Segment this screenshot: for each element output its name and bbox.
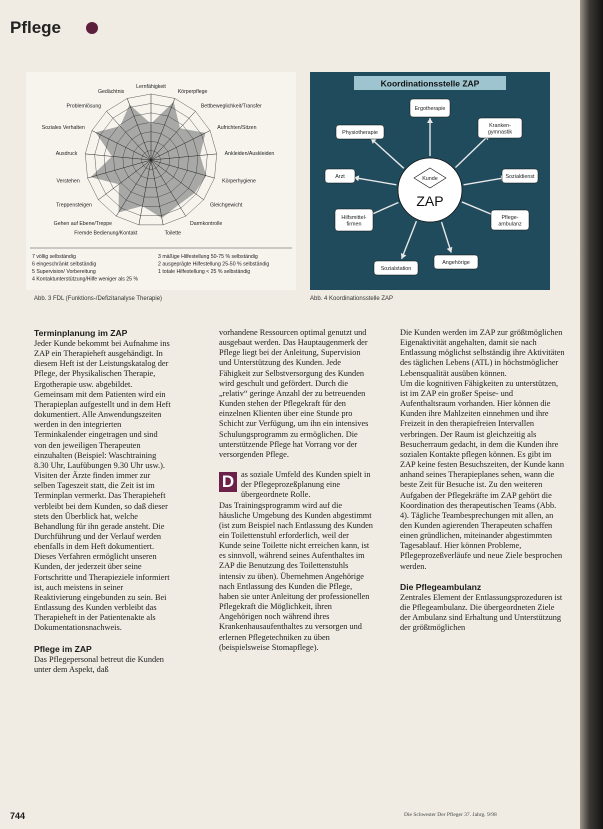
spacer <box>400 572 565 582</box>
node-label: Sozialdienst <box>505 174 535 180</box>
node-label: firmen <box>346 221 362 228</box>
node-label: Sozialstation <box>380 266 412 272</box>
legend-item: 6 eingeschränkt selbständig <box>32 261 97 268</box>
section-heading: Pflege im ZAP <box>34 643 92 654</box>
paragraph: Die Kunden werden im ZAP zur größtmöglichen Eigenaktivität angehalten, damit sie nach Entlassung möglichst selbständig ihre Aktivitäten des täglichen Lebens (ATL) in höchstmöglicher Lebensqualität ausüben können. <box>400 328 565 378</box>
radar-axis-label: Ankleiden/Auskleiden <box>224 151 275 158</box>
legend-item: 4 Kontaktunterstützung/Hilfe weniger als 25 % <box>32 276 139 283</box>
section-heading: Die Pflegeambulanz <box>400 581 482 592</box>
zap-center-circle <box>398 158 462 222</box>
paragraph: Um die kognitiven Fähigkeiten zu unterstützen, ist im ZAP ein großer Speise- und Aufenthaltsraum vorhanden. Hier können die Kunden ihre Mahlzeiten einnehmen und ihre Freizeit in den therapiefreien Intervallen verbringen. Der Raum ist gleichzeitig als Besucherraum gedacht, in dem die Kunden ihre sozialen Kontakte pflegen können. Es gibt im ZAP keine festen Besuchszeiten, der Kunde kann anhand seines Therapieplanes sehen, wann die beste Zeit für Besuche ist. Zu den weiteren Aufgaben der Pflegekräfte im ZAP gehört die Koordination des therapeutischen Teams (Abb. 4). Tägliche Teambesprechungen mit allen, an den Kunden agierenden Therapeuten schaffen einen gründlichen, miteinander abgestimmten Tagesablauf. Hier können Probleme, Pflegeprozeßverläufe und neue Ziele besprochen werden. <box>400 378 564 571</box>
figure-zap-diagram <box>310 72 550 290</box>
book-spine <box>580 0 603 829</box>
radar-axis-label: Ausdruck <box>55 151 78 158</box>
paragraph: Das Pflegepersonal betreut die Kunden unter dem Aspekt, daß <box>34 654 164 674</box>
bullet-icon <box>86 22 98 34</box>
node-label: gymnastik <box>487 129 513 136</box>
text-column-3 <box>400 328 565 633</box>
radar-axis-label: Problemlösung <box>66 103 102 110</box>
node-label: ambulanz <box>498 221 522 228</box>
figure1-caption: Abb. 3 FDL (Funktions-/Defizitanalyse Therapie) <box>34 296 163 302</box>
radar-axis-label: Körperpflege <box>177 88 208 95</box>
radar-axis-label: Aufrichten/Sitzen <box>217 125 257 132</box>
node-label: Angehörige <box>442 260 470 266</box>
spacer <box>219 460 373 470</box>
page-number: 744 <box>10 811 26 821</box>
radar-axis-label: Fremde Bedienung/Kontakt <box>74 230 138 237</box>
radar-axis-label: Gedächtnis <box>98 88 125 95</box>
paragraph: Jeder Kunde bekommt bei Aufnahme ins ZAP ein Therapieheft ausgehändigt. In diesem Heft ist der Leistungskatalog der Pflege, der Physikalischen Therapie, Ergotherapie usw. abgebildet. Gemeinsam mit dem Patienten wird ein Therapieplan aufgestellt und in dem Heft dokumentiert. Alle Anwendungszeiten werden in den integrierten Terminkalender eingetragen und sind von den jeweiligen Therapeuten einzuhalten (Beispiel: Waschtraining 8.30 Uhr, Laufübungen 9.30 Uhr usw.). Visiten der Ärzte finden immer zur selben Tageszeit statt, die Zeit ist im Terminplan vermerkt. Das Therapieheft verbleibt bei dem Kunden, so daß dieser stets den Überblick hat, welche Behandlung für ihn gerade ansteht. Die Durchführung und der Verlauf werden ebenfalls in dem Heft dokumentiert. Dieses Verfahren ermöglicht unseren Kunden, der jederzeit über seine Fortschritte und Therapieziele informiert ist, auch meistens in seiner Reaktivierung eingebunden zu sein. Bei Entlassung des Kunden verbleibt das Therapieheft in der Patientenakte als Dokumentationsnachweis. <box>34 339 171 633</box>
figure-fdl-radar <box>26 72 296 290</box>
node-label: Kranken- <box>489 123 511 129</box>
center-kunde-label: Kunde <box>422 176 438 182</box>
paragraph: Zentrales Element der Entlassungsprozeduren ist die Pflegeambulanz. Die übergeordneten Ziele der Ambulanz sind Erhaltung und Unterstützung der größtmöglichen <box>400 592 563 633</box>
legend-item: 7 völlig selbständig <box>32 254 76 260</box>
section-title: Pflege <box>10 18 62 37</box>
figure2-caption: Abb. 4 Koordinationsstelle ZAP <box>310 296 394 302</box>
text-column-1 <box>34 328 171 675</box>
text-column-2 <box>219 328 373 653</box>
section-heading: Terminplanung im ZAP <box>34 328 128 338</box>
paragraph: Das Trainingsprogramm wird auf die häusliche Umgebung des Kunden abgestimmt (ist zum Beispiel nach Entlassung des Kunden ein Toilettenstuhl erforderlich, weil der Kunde seine Toilette nicht erreichen kann, ist es sinnvoll, während seines Aufenthaltes im ZAP die Benutzung des Toilettenstuhls intensiv zu üben). Übernehmen Angehörige nach Entlassung des Kunden die Pflege, haben sie unter Anleitung der professionellen Pflegekraft die Möglichkeit, ihren Angehörigen noch während ihres Krankenhausaufenthaltes zu versorgen und erlernen Pflegetechniken zu üben (beispielsweise Stomapflege). <box>219 500 373 652</box>
node-label: Physiotherapie <box>342 130 378 136</box>
radar-axis-label: Treppensteigen <box>56 202 92 209</box>
spacer <box>34 634 171 644</box>
paragraph: vorhandene Ressourcen optimal genutzt und ausgebaut werden. Das Hauptaugenmerk der Pflege liegt bei der Anleitung, Supervision und Unterstützung des Kunden. Jede Fähigkeit zur Selbstversorgung des Kunden wird geschult und gefördert. Durch die „relativ“ geringe Anzahl der zu betreuenden Kunden stehen der Pflegekraft für den einzelnen Klienten über eine Stunde pro Schicht zur Verfügung, um ihn ein intensives Schulungsprogramm zu ermöglichen. Die unterstützende Pflege hat Vorrang vor der versorgenden Pflege. <box>219 328 369 459</box>
radar-axis-label: Körperhygiene <box>222 178 256 185</box>
radar-axis-label: Bettbeweglichkeit/Transfer <box>200 103 262 110</box>
journal-footer: Die Schwester Der Pfleger 37. Jahrg. 9/98 <box>404 812 497 818</box>
radar-axis-label: Verstehen <box>56 178 80 185</box>
legend-item: 2 ausgeprägte Hilfestellung 25-50 % selbständig <box>158 261 270 268</box>
radar-axis-label: Soziales Verhalten <box>41 125 85 132</box>
legend-item: 3 mäßige Hilfestellung 50-75 % selbständig <box>158 254 258 260</box>
center-zap-label: ZAP <box>416 193 444 209</box>
radar-axis-label: Darmkontrolle <box>189 220 223 227</box>
lead-paragraph: D as soziale Umfeld des Kunden spielt in der Pflegeprozeßplanung eine übergeordnete Rolle. <box>219 470 373 500</box>
node-label: Ergotherapie <box>414 106 446 112</box>
node-label: Pflege- <box>501 215 519 221</box>
node-label: Hilfsmittel- <box>341 215 367 221</box>
zap-title: Koordinationsstelle ZAP <box>380 78 480 89</box>
radar-axis-label: Lernfähigkeit <box>136 84 166 90</box>
radar-axis-label: Toilette <box>164 230 182 237</box>
radar-axis-label: Gehen auf Ebene/Treppe <box>53 220 113 227</box>
drop-cap: D <box>219 472 237 492</box>
legend-item: 5 Supervision/ Vorbereitung <box>32 269 96 275</box>
legend-item: 1 totale Hilfestellung < 25 % selbständig <box>158 269 251 275</box>
node-label: Arzt <box>335 174 345 180</box>
radar-axis-label: Gleichgewicht <box>210 202 243 209</box>
